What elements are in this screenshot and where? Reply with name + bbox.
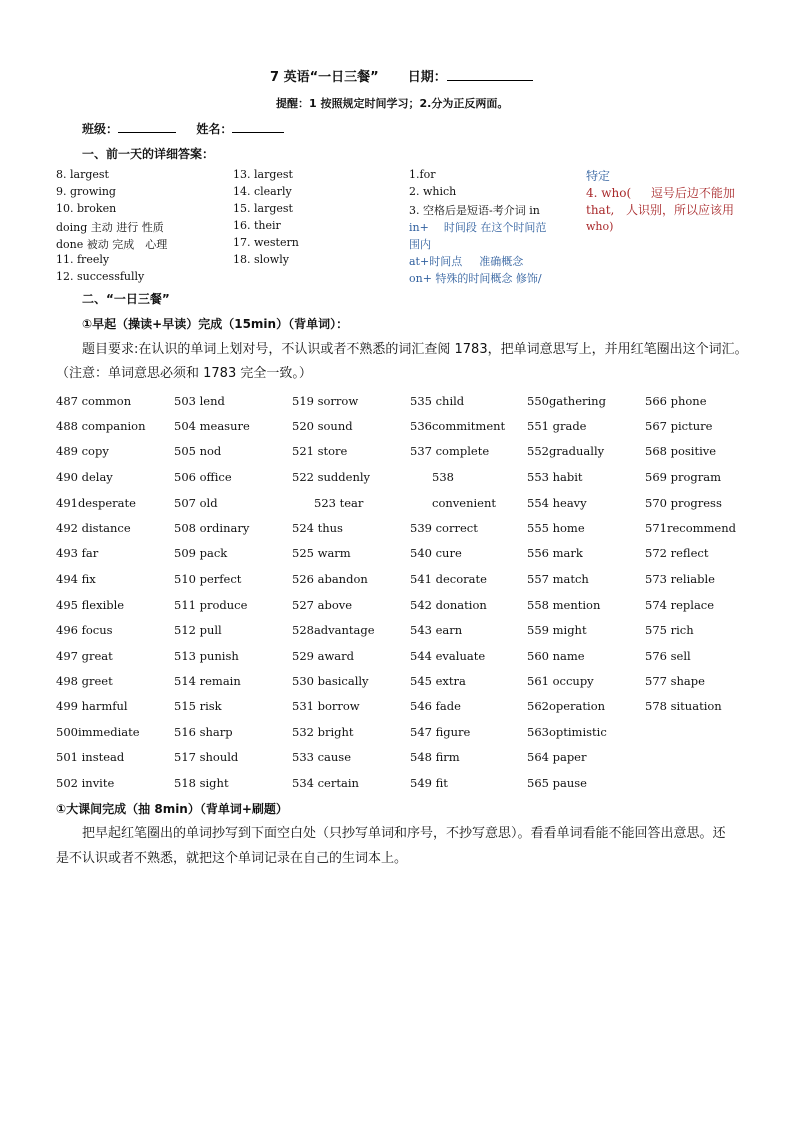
note-prefix: at+时间点 (409, 255, 463, 268)
answer-item: 16. their (233, 219, 281, 232)
answer-note: 围内 (409, 238, 431, 251)
word-item[interactable]: 546 fade (410, 699, 461, 713)
answer-item: 12. successfully (56, 270, 145, 283)
word-item[interactable]: convenient (432, 496, 496, 510)
title-text: 7 英语“一日三餐” (270, 70, 379, 85)
section1-title: 一、前一天的详细答案： (82, 147, 215, 161)
answer-item: 11. freely (56, 253, 110, 266)
word-item[interactable]: 574 replace (645, 598, 715, 612)
answer-note: 特定 (586, 169, 611, 183)
word-item[interactable]: 528advantage (292, 623, 375, 637)
task1-requirement: 题目要求:在认识的单词上划对号，不认识或者不熟悉的词汇查阅 1783，把单词意思写上，并用红笔圈出这个词汇。 (82, 342, 748, 357)
word-item[interactable]: 553 habit (527, 470, 583, 484)
word-item[interactable]: 504 measure (174, 419, 250, 433)
word-item[interactable]: 523 tear (314, 496, 364, 510)
word-item[interactable]: 558 mention (527, 598, 601, 612)
word-item[interactable]: 522 suddenly (292, 470, 371, 484)
word-item[interactable]: 576 sell (645, 649, 691, 663)
task2-instruction: 把早起红笔圈出的单词抄写到下面空白处（只抄写单词和序号，不抄写意思）。看看单词看能不能回答出意思。还 (82, 826, 726, 841)
note-prefix: that, (586, 203, 615, 217)
word-item[interactable]: 516 sharp (174, 725, 233, 739)
word-item[interactable]: 569 program (645, 470, 722, 484)
word-item[interactable]: 488 companion (56, 419, 146, 433)
word-item[interactable]: 570 progress (645, 496, 722, 510)
answer-item: 17. western (233, 236, 299, 249)
word-item[interactable]: 499 harmful (56, 699, 128, 713)
word-item[interactable]: 533 cause (292, 750, 352, 764)
answer-item: 15. largest (233, 202, 293, 215)
word-item[interactable]: 511 produce (174, 598, 248, 612)
word-item[interactable]: 560 name (527, 649, 585, 663)
note-prefix: in+ (409, 221, 429, 234)
page-title (270, 66, 533, 85)
task2-instruction-cont: 是不认识或者不熟悉，就把这个单词记录在自己的生词本上。 (56, 851, 408, 866)
word-item[interactable]: 555 home (527, 521, 585, 535)
answer-note: 3. 空格后是短语-考介词 in (409, 204, 540, 217)
word-item[interactable]: 547 figure (410, 725, 471, 739)
answer-note (586, 184, 735, 201)
word-item[interactable]: 524 thus (292, 521, 343, 535)
note-text: 逗号后边不能加 (650, 186, 735, 200)
word-item[interactable]: 525 warm (292, 546, 351, 560)
word-item[interactable]: 491desperate (56, 496, 136, 510)
answer-item: 14. clearly (233, 185, 292, 198)
answer-note: doing 主动 进行 性质 (56, 221, 164, 234)
word-item[interactable]: 568 positive (645, 444, 717, 458)
word-item[interactable]: 512 pull (174, 623, 222, 637)
date-blank[interactable] (447, 68, 533, 81)
section2-title: 二、“一日三餐” (82, 292, 170, 306)
word-item[interactable]: 542 donation (410, 598, 487, 612)
word-item[interactable]: 489 copy (56, 444, 109, 458)
word-item[interactable]: 536commitment (410, 419, 506, 433)
note-text: 人识别，所以应该用 (626, 203, 735, 217)
answer-note: on+ 特殊的时间概念 修饰/ (409, 272, 542, 285)
word-item[interactable]: 494 fix (56, 572, 96, 586)
word-item[interactable]: 537 complete (410, 444, 490, 458)
word-item[interactable]: 532 bright (292, 725, 354, 739)
word-item[interactable]: 572 reflect (645, 546, 709, 560)
word-item[interactable]: 571recommend (645, 521, 737, 535)
word-item[interactable]: 490 delay (56, 470, 113, 484)
word-item[interactable]: 539 correct (410, 521, 478, 535)
word-item[interactable]: 557 match (527, 572, 589, 586)
word-item[interactable]: 529 award (292, 649, 355, 663)
answer-item: 2. which (409, 185, 457, 198)
class-blank[interactable] (118, 120, 176, 133)
word-item[interactable]: 549 fit (410, 776, 448, 790)
answer-item: 10. broken (56, 202, 117, 215)
answer-note: done 被动 完成 心理 (56, 238, 168, 251)
word-item[interactable]: 496 focus (56, 623, 113, 637)
word-item[interactable]: 551 grade (527, 419, 587, 433)
word-item[interactable]: 562operation (527, 699, 606, 713)
word-item[interactable]: 554 heavy (527, 496, 587, 510)
word-item[interactable]: 566 phone (645, 394, 707, 408)
answer-note (409, 219, 546, 235)
task2-title: ①大课间完成（抽 8min）（背单词+刷题） (56, 802, 288, 816)
date-label: 日期： (407, 70, 447, 85)
answer-note (586, 201, 734, 218)
class-label: 班级： (82, 122, 119, 136)
word-item[interactable]: 563optimistic (527, 725, 607, 739)
word-item[interactable]: 497 great (56, 649, 113, 663)
word-item[interactable]: 538 (432, 470, 454, 484)
word-item[interactable]: 565 pause (527, 776, 587, 790)
answer-item: 8. largest (56, 168, 109, 181)
word-item[interactable]: 577 shape (645, 674, 705, 688)
word-item[interactable]: 503 lend (174, 394, 225, 408)
answer-item: 9. growing (56, 185, 116, 198)
word-item[interactable]: 493 far (56, 546, 99, 560)
word-item[interactable]: 573 reliable (645, 572, 715, 586)
word-item[interactable]: 534 certain (292, 776, 359, 790)
word-item[interactable]: 515 risk (174, 699, 222, 713)
task1-title: ①早起（操读+早读）完成（15min）（背单词）： (82, 317, 349, 331)
name-label: 姓名： (196, 122, 233, 136)
word-item[interactable]: 527 above (292, 598, 353, 612)
word-item[interactable]: 578 situation (645, 699, 722, 713)
reminder-line: 提醒：1 按照规定时间学习；2.分为正反两面。 (276, 97, 509, 110)
word-item[interactable]: 500immediate (56, 725, 140, 739)
word-item[interactable]: 535 child (410, 394, 465, 408)
task1-note: （注意：单词意思必须和 1783 完全一致。） (56, 366, 312, 381)
word-item[interactable]: 509 pack (174, 546, 228, 560)
word-item[interactable]: 501 instead (56, 750, 125, 764)
note-text: 准确概念 (479, 255, 524, 268)
word-item[interactable]: 545 extra (410, 674, 466, 688)
word-item[interactable]: 508 ordinary (174, 521, 250, 535)
word-item[interactable]: 519 sorrow (292, 394, 359, 408)
word-item[interactable]: 564 paper (527, 750, 587, 764)
word-item[interactable]: 517 should (174, 750, 239, 764)
word-item[interactable]: 492 distance (56, 521, 131, 535)
answer-item: 13. largest (233, 168, 293, 181)
word-item[interactable]: 561 occupy (527, 674, 594, 688)
class-name-line (82, 120, 284, 137)
word-item[interactable]: 514 remain (174, 674, 241, 688)
word-item[interactable]: 544 evaluate (410, 649, 486, 663)
word-item[interactable]: 521 store (292, 444, 348, 458)
word-item[interactable]: 505 nod (174, 444, 222, 458)
answer-item: 1.for (409, 168, 436, 181)
word-item[interactable]: 559 might (527, 623, 587, 637)
word-item[interactable]: 548 firm (410, 750, 460, 764)
word-item[interactable]: 526 abandon (292, 572, 368, 586)
name-blank[interactable] (232, 120, 284, 133)
word-item[interactable]: 556 mark (527, 546, 583, 560)
word-item[interactable]: 531 borrow (292, 699, 360, 713)
word-item[interactable]: 541 decorate (410, 572, 487, 586)
word-item[interactable]: 498 greet (56, 674, 113, 688)
word-item[interactable]: 495 flexible (56, 598, 125, 612)
word-item[interactable]: 543 earn (410, 623, 463, 637)
word-item[interactable]: 520 sound (292, 419, 353, 433)
answer-note (409, 253, 523, 269)
answer-item: 18. slowly (233, 253, 289, 266)
word-item[interactable]: 510 perfect (174, 572, 242, 586)
word-item[interactable]: 507 old (174, 496, 218, 510)
word-item[interactable]: 506 office (174, 470, 232, 484)
note-prefix: 4. who( (586, 186, 632, 200)
word-item[interactable]: 540 cure (410, 546, 462, 560)
word-item[interactable]: 567 picture (645, 419, 713, 433)
word-item[interactable]: 518 sight (174, 776, 229, 790)
answer-note: who) (586, 220, 614, 233)
word-item[interactable]: 550gathering (527, 394, 606, 408)
word-item[interactable]: 552gradually (527, 444, 605, 458)
word-item[interactable]: 513 punish (174, 649, 239, 663)
word-item[interactable]: 530 basically (292, 674, 369, 688)
word-item[interactable]: 502 invite (56, 776, 115, 790)
note-text: 时间段 在这个时间范 (443, 221, 547, 234)
word-item[interactable]: 487 common (56, 394, 132, 408)
word-item[interactable]: 575 rich (645, 623, 694, 637)
